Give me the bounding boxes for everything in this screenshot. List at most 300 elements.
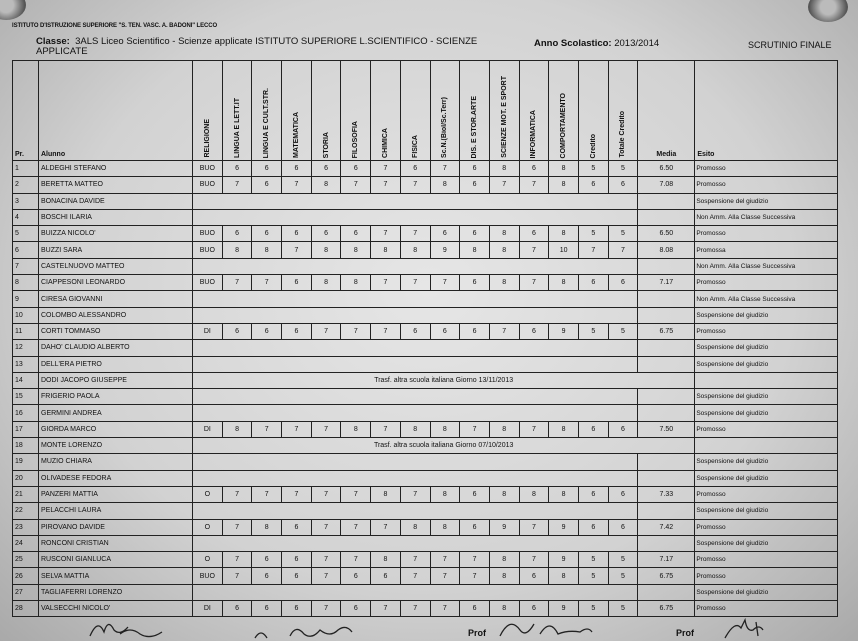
esito-cell: Non Amm. Alla Classe Successiva [695, 258, 838, 274]
grade-cell: 6 [252, 601, 282, 617]
esito-cell: Promosso [695, 177, 838, 193]
media-cell [638, 307, 695, 323]
grade-cell: 6 [608, 275, 638, 291]
prof-label: Prof [676, 628, 694, 638]
header-subject-label: CHIMICA [381, 128, 389, 158]
grade-cell: 7 [222, 177, 252, 193]
grade-cell: BUO [193, 226, 223, 242]
grade-cell: 8 [430, 177, 460, 193]
grade-cell: O [193, 552, 223, 568]
media-cell [638, 454, 695, 470]
row-number: 11 [13, 323, 39, 339]
grade-cell: 8 [489, 421, 519, 437]
esito-cell: Promosso [695, 421, 838, 437]
header-media: Media [638, 61, 695, 161]
student-name: BUIZZA NICOLO' [39, 226, 193, 242]
student-name: PANZERI MATTIA [39, 486, 193, 502]
header-subject-label: LINGUA E CULT.STR. [263, 87, 271, 158]
row-number: 14 [13, 372, 39, 388]
header-subject [371, 61, 401, 161]
grade-cell: 5 [578, 226, 608, 242]
grade-cell: 8 [489, 552, 519, 568]
grade-cell: 6 [608, 486, 638, 502]
grade-cell: 6 [578, 177, 608, 193]
grade-cell: 10 [549, 242, 579, 258]
document-title: SCRUTINIO FINALE [748, 40, 832, 50]
grade-cell: 8 [222, 242, 252, 258]
media-cell [638, 291, 695, 307]
student-name: COLOMBO ALESSANDRO [39, 307, 193, 323]
grade-cell: 6 [282, 226, 312, 242]
grade-cell: BUO [193, 568, 223, 584]
prof-label: Prof [468, 628, 486, 638]
grade-cell: 8 [252, 242, 282, 258]
student-name: CORTI TOMMASO [39, 323, 193, 339]
grade-cell: 9 [489, 519, 519, 535]
grade-cell: 6 [222, 226, 252, 242]
grade-cell: 8 [489, 161, 519, 177]
esito-cell [695, 372, 838, 388]
row-number: 18 [13, 438, 39, 454]
header-subject-label: FISICA [411, 135, 419, 158]
grade-cell: 7 [519, 242, 549, 258]
media-cell: 7.42 [638, 519, 695, 535]
grade-cell: 8 [549, 177, 579, 193]
grade-cell: 6 [608, 519, 638, 535]
empty-grades [193, 307, 638, 323]
esito-cell: Sospensione del giudizio [695, 340, 838, 356]
row-number: 26 [13, 568, 39, 584]
class-info [36, 37, 486, 57]
grade-cell: 7 [578, 242, 608, 258]
grade-cell: 6 [519, 323, 549, 339]
grade-cell: DI [193, 323, 223, 339]
table-row [13, 421, 838, 437]
empty-grades [193, 291, 638, 307]
grade-cell: 6 [341, 161, 371, 177]
esito-cell: Promosso [695, 275, 838, 291]
grade-cell: 8 [430, 421, 460, 437]
grade-cell: 6 [519, 568, 549, 584]
student-name: RUSCONI GIANLUCA [39, 552, 193, 568]
media-cell: 6.50 [638, 226, 695, 242]
grade-cell: 7 [282, 177, 312, 193]
grade-cell: DI [193, 601, 223, 617]
header-subject [252, 61, 282, 161]
header-subject [519, 61, 549, 161]
esito-cell: Promosso [695, 601, 838, 617]
grade-cell: 7 [222, 275, 252, 291]
grade-cell: 7 [311, 568, 341, 584]
grade-cell: 5 [608, 552, 638, 568]
esito-cell: Promosso [695, 226, 838, 242]
grade-cell: 8 [430, 486, 460, 502]
school-year [534, 38, 659, 49]
grade-cell: 8 [549, 421, 579, 437]
table-row [13, 486, 838, 502]
header-subject-label: LINGUA E LETT.IT [233, 97, 241, 158]
grade-cell: BUO [193, 177, 223, 193]
grade-cell: 6 [252, 226, 282, 242]
empty-grades [193, 209, 638, 225]
table-row [13, 258, 838, 274]
table-row [13, 307, 838, 323]
row-number: 6 [13, 242, 39, 258]
header-subject-label: Totale Credito [619, 111, 627, 158]
grade-cell: 8 [222, 421, 252, 437]
grade-cell: 7 [371, 275, 401, 291]
esito-cell: Sospensione del giudizio [695, 584, 838, 600]
grades-table [12, 60, 838, 617]
grade-cell: 7 [341, 552, 371, 568]
header-subject [430, 61, 460, 161]
header-subject-label: RELIGIONE [203, 119, 211, 158]
grade-cell: 8 [489, 226, 519, 242]
row-number: 25 [13, 552, 39, 568]
table-row [13, 323, 838, 339]
empty-grades [193, 356, 638, 372]
grade-cell: 8 [549, 568, 579, 584]
media-cell: 6.75 [638, 601, 695, 617]
grade-cell: 7 [400, 601, 430, 617]
grade-cell: 8 [252, 519, 282, 535]
table-row [13, 584, 838, 600]
media-cell: 6.50 [638, 161, 695, 177]
grade-cell: 9 [549, 552, 579, 568]
header-subject [222, 61, 252, 161]
row-number: 5 [13, 226, 39, 242]
student-name: GERMINI ANDREA [39, 405, 193, 421]
grade-cell: 6 [252, 161, 282, 177]
grade-cell: 7 [222, 519, 252, 535]
table-row [13, 568, 838, 584]
grade-cell: 7 [430, 568, 460, 584]
media-cell [638, 389, 695, 405]
table-row [13, 209, 838, 225]
student-name: DAHO' CLAUDIO ALBERTO [39, 340, 193, 356]
grade-cell: 6 [460, 486, 490, 502]
grade-cell: 7 [371, 601, 401, 617]
empty-grades [193, 258, 638, 274]
empty-grades [193, 340, 638, 356]
grade-cell: 7 [400, 275, 430, 291]
grade-cell: 8 [489, 275, 519, 291]
table-row [13, 356, 838, 372]
media-cell: 7.17 [638, 552, 695, 568]
grade-cell: 7 [400, 226, 430, 242]
student-name: BONACINA DAVIDE [39, 193, 193, 209]
empty-grades [193, 470, 638, 486]
esito-cell: Sospensione del giudizio [695, 503, 838, 519]
student-name: ALDEGHI STEFANO [39, 161, 193, 177]
esito-cell: Promosso [695, 568, 838, 584]
grade-cell: 9 [549, 601, 579, 617]
table-row [13, 519, 838, 535]
media-cell [638, 258, 695, 274]
table-row [13, 470, 838, 486]
header-subject-label: COMPORTAMENTO [560, 92, 568, 158]
student-name: CIRESA GIOVANNI [39, 291, 193, 307]
table-row [13, 291, 838, 307]
esito-cell: Sospensione del giudizio [695, 470, 838, 486]
table-row [13, 454, 838, 470]
student-name: CIAPPESONI LEONARDO [39, 275, 193, 291]
row-number: 15 [13, 389, 39, 405]
row-number: 4 [13, 209, 39, 225]
grade-cell: 9 [430, 242, 460, 258]
grade-cell: 6 [252, 552, 282, 568]
header-subject [400, 61, 430, 161]
media-cell: 7.33 [638, 486, 695, 502]
grade-cell: 7 [222, 568, 252, 584]
grade-cell: 7 [371, 161, 401, 177]
header-esito: Esito [695, 61, 838, 161]
grade-cell: 8 [549, 226, 579, 242]
grade-cell: 5 [608, 323, 638, 339]
table-header [13, 61, 838, 161]
table-row [13, 389, 838, 405]
grade-cell: 6 [252, 177, 282, 193]
student-name: BUZZI SARA [39, 242, 193, 258]
grade-cell: 5 [578, 323, 608, 339]
table-row [13, 242, 838, 258]
grade-cell: 6 [282, 519, 312, 535]
anno-label: Anno Scolastico: [534, 38, 612, 49]
header-subject [489, 61, 519, 161]
grade-cell: 7 [311, 323, 341, 339]
esito-cell: Promosso [695, 552, 838, 568]
media-cell: 7.17 [638, 275, 695, 291]
grade-cell: 8 [549, 161, 579, 177]
esito-cell: Sospensione del giudizio [695, 454, 838, 470]
row-number: 8 [13, 275, 39, 291]
grade-cell: 6 [371, 568, 401, 584]
grade-cell: 6 [460, 275, 490, 291]
grade-cell: 7 [311, 421, 341, 437]
student-name: FRIGERIO PAOLA [39, 389, 193, 405]
table-row [13, 372, 838, 388]
grade-cell: BUO [193, 275, 223, 291]
grade-cell: 8 [430, 519, 460, 535]
grade-cell: 6 [341, 568, 371, 584]
grade-cell: 6 [578, 486, 608, 502]
grade-cell: 6 [460, 161, 490, 177]
grade-cell: 7 [400, 486, 430, 502]
header-subject-label: DIS. E STOR.ARTE [471, 95, 479, 158]
student-name: SELVA MATTIA [39, 568, 193, 584]
student-name: GIORDA MARCO [39, 421, 193, 437]
grade-cell: 6 [222, 601, 252, 617]
grade-cell: 7 [460, 552, 490, 568]
esito-cell: Sospensione del giudizio [695, 389, 838, 405]
grade-cell: 8 [489, 242, 519, 258]
grade-cell: 6 [252, 323, 282, 339]
student-name: MONTE LORENZO [39, 438, 193, 454]
grade-cell: 8 [371, 552, 401, 568]
grade-cell: 7 [371, 519, 401, 535]
esito-cell: Promosso [695, 161, 838, 177]
anno-value: 2013/2014 [614, 38, 660, 49]
student-name: RONCONI CRISTIAN [39, 535, 193, 551]
media-cell [638, 470, 695, 486]
grade-cell: 5 [578, 552, 608, 568]
grade-cell: 7 [282, 486, 312, 502]
student-name: CASTELNUOVO MATTEO [39, 258, 193, 274]
grade-cell: 7 [489, 323, 519, 339]
grade-cell: 6 [460, 323, 490, 339]
grade-cell: 6 [341, 226, 371, 242]
empty-grades [193, 193, 638, 209]
row-number: 27 [13, 584, 39, 600]
header-subject-label: Credito [589, 133, 597, 158]
row-number: 13 [13, 356, 39, 372]
student-name: DELL'ERA PIETRO [39, 356, 193, 372]
grade-cell: 6 [282, 601, 312, 617]
grade-cell: 7 [222, 486, 252, 502]
header-subject [460, 61, 490, 161]
grade-cell: 7 [252, 486, 282, 502]
grade-cell: 8 [311, 177, 341, 193]
grade-cell: 8 [341, 242, 371, 258]
row-number: 22 [13, 503, 39, 519]
grade-cell: 6 [519, 601, 549, 617]
media-cell: 6.75 [638, 323, 695, 339]
row-number: 3 [13, 193, 39, 209]
esito-cell: Promossa [695, 242, 838, 258]
media-cell: 8.08 [638, 242, 695, 258]
student-name: BOSCHI ILARIA [39, 209, 193, 225]
grade-cell: 6 [282, 275, 312, 291]
grade-cell: 6 [578, 519, 608, 535]
table-row [13, 193, 838, 209]
table-row [13, 503, 838, 519]
row-number: 9 [13, 291, 39, 307]
header-subject [311, 61, 341, 161]
table-row [13, 552, 838, 568]
institute-name: ISTITUTO D'ISTRUZIONE SUPERIORE "S. TEN. VASC. A. BADONI" LECCO [12, 23, 218, 29]
student-name: PELACCHI LAURA [39, 503, 193, 519]
header-subject-label: FILOSOFIA [352, 120, 360, 158]
grade-cell: 5 [578, 161, 608, 177]
grade-cell: 6 [460, 177, 490, 193]
esito-cell: Sospensione del giudizio [695, 307, 838, 323]
grade-cell: 7 [519, 177, 549, 193]
table-row [13, 226, 838, 242]
grade-cell: 6 [252, 568, 282, 584]
student-name: DODI JACOPO GIUSEPPE [39, 372, 193, 388]
grade-cell: 7 [430, 275, 460, 291]
media-cell [638, 356, 695, 372]
classe-label: Classe: [36, 36, 70, 47]
grade-cell: 7 [460, 421, 490, 437]
table-row [13, 340, 838, 356]
header-subject-label: Sc.N.(Biol/Sc.Terr) [441, 97, 449, 158]
grade-cell: 7 [430, 161, 460, 177]
grade-cell: 5 [608, 601, 638, 617]
table-row [13, 438, 838, 454]
grade-cell: 5 [608, 568, 638, 584]
row-number: 17 [13, 421, 39, 437]
grade-cell: 7 [430, 552, 460, 568]
grade-cell: 5 [608, 226, 638, 242]
media-cell [638, 340, 695, 356]
grade-cell: 7 [400, 568, 430, 584]
grade-cell: 8 [371, 242, 401, 258]
grade-cell: 8 [489, 568, 519, 584]
grade-cell: 6 [282, 568, 312, 584]
media-cell [638, 193, 695, 209]
grade-cell: 7 [341, 177, 371, 193]
grade-cell: 7 [460, 568, 490, 584]
grade-cell: 7 [311, 519, 341, 535]
grade-cell: 6 [282, 552, 312, 568]
grade-cell: 6 [222, 161, 252, 177]
media-cell [638, 584, 695, 600]
row-number: 20 [13, 470, 39, 486]
esito-cell: Sospensione del giudizio [695, 405, 838, 421]
grade-cell: 6 [460, 226, 490, 242]
grade-cell: 7 [222, 552, 252, 568]
grade-cell: O [193, 519, 223, 535]
binder-hole [0, 0, 26, 20]
row-number: 23 [13, 519, 39, 535]
grade-cell: 7 [371, 421, 401, 437]
empty-grades [193, 535, 638, 551]
grade-cell: 7 [371, 177, 401, 193]
student-name: VALSECCHI NICOLO' [39, 601, 193, 617]
grade-cell: 7 [252, 421, 282, 437]
student-name: BERETTA MATTEO [39, 177, 193, 193]
esito-cell: Promosso [695, 323, 838, 339]
signatures [0, 616, 858, 641]
esito-cell: Non Amm. Alla Classe Successiva [695, 291, 838, 307]
table-row [13, 601, 838, 617]
row-number: 21 [13, 486, 39, 502]
grade-cell: 8 [460, 242, 490, 258]
grade-cell: 8 [489, 601, 519, 617]
grade-cell: 7 [252, 275, 282, 291]
grade-cell: 7 [519, 519, 549, 535]
media-cell: 6.75 [638, 568, 695, 584]
grade-cell: 6 [311, 161, 341, 177]
grade-cell: 6 [430, 323, 460, 339]
grade-cell: 6 [341, 601, 371, 617]
grade-cell: BUO [193, 161, 223, 177]
grade-cell: 8 [341, 421, 371, 437]
grade-cell: 7 [341, 486, 371, 502]
transfer-note: Trasf. altra scuola italiana Giorno 07/10/2013 [193, 438, 695, 454]
grade-cell: 5 [578, 601, 608, 617]
transfer-note: Trasf. altra scuola italiana Giorno 13/11/2013 [193, 372, 695, 388]
grade-cell: 9 [549, 323, 579, 339]
grade-cell: 8 [400, 421, 430, 437]
grade-cell: 8 [400, 519, 430, 535]
row-number: 28 [13, 601, 39, 617]
grade-cell: 8 [549, 486, 579, 502]
grade-cell: 5 [578, 568, 608, 584]
grade-cell: 7 [371, 323, 401, 339]
row-number: 7 [13, 258, 39, 274]
grade-cell: 7 [519, 421, 549, 437]
grade-cell: 6 [282, 323, 312, 339]
grade-cell: 6 [222, 323, 252, 339]
grade-cell: 7 [311, 486, 341, 502]
header-alunno: Alunno [39, 61, 193, 161]
grade-cell: 7 [519, 552, 549, 568]
grade-cell: 6 [460, 519, 490, 535]
row-number: 2 [13, 177, 39, 193]
grade-cell: 6 [430, 226, 460, 242]
